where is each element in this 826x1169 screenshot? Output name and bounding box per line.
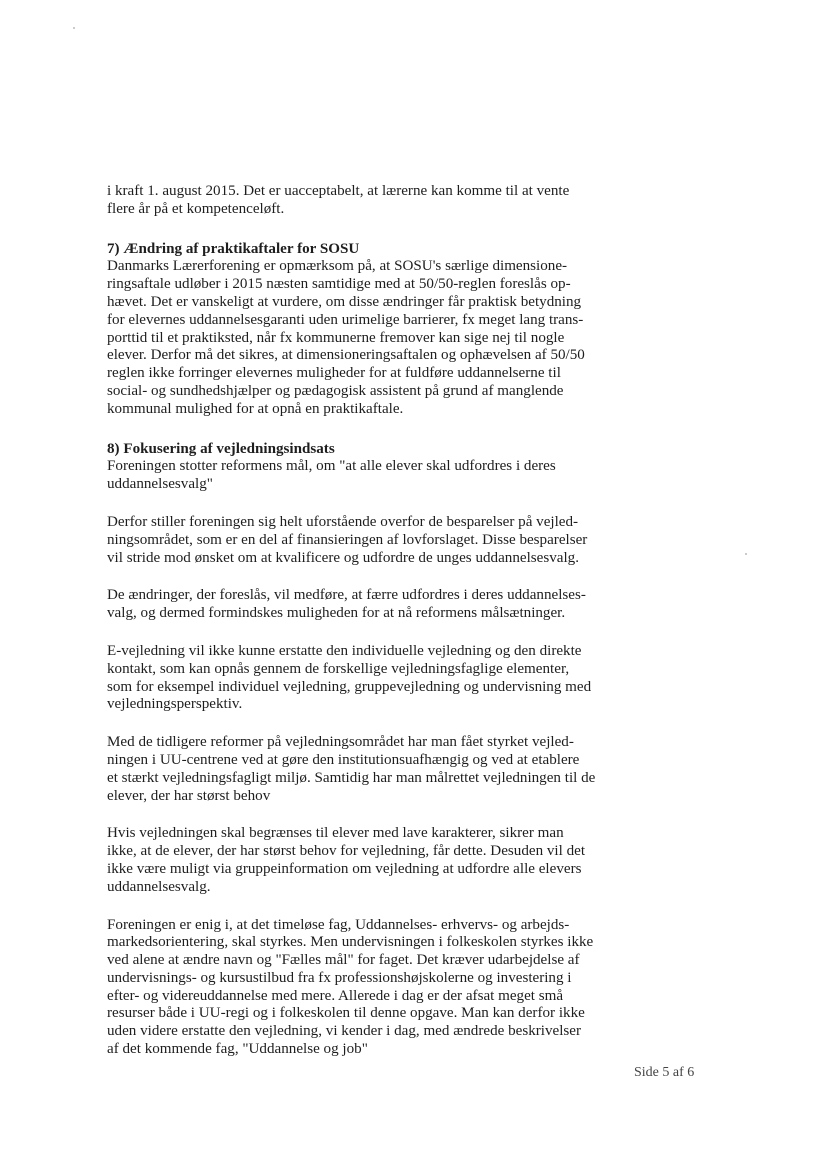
intro-paragraph (107, 183, 607, 219)
text-line: elever. Derfor må det sikres, at dimensioneringsaftalen og ophævelsen af 50/50 (107, 347, 585, 364)
text-line: efter- og videreuddannelse med mere. Allerede i dag er der afsat meget små (107, 987, 564, 1004)
text-line: ningen i UU-centrene ved at gøre den institutionsuafhængig og ved at etablere (107, 751, 580, 768)
scan-speck (73, 27, 75, 29)
text-line: valg, og dermed formindskes muligheden for at nå reformens målsætninger. (107, 605, 566, 622)
section-7-heading: 7) Ændring af praktikaftaler for SOSU (107, 240, 360, 257)
text-line: uden videre erstatte den vejledning, vi kender i dag, med ændrede beskrivelser (107, 1023, 582, 1040)
text-line: Hvis vejledningen skal begrænses til elever med lave karakterer, sikrer man (107, 825, 564, 842)
section-8-paragraph (107, 825, 607, 896)
section-8-paragraph (107, 734, 607, 805)
text-line: De ændringer, der foreslås, vil medføre, at færre udfordres i deres uddannelses- (107, 587, 586, 604)
scan-speck (745, 553, 747, 555)
text-line: Med de tidligere reformer på vejledningsområdet har man fået styrket vejled- (107, 734, 574, 751)
section-8-heading: 8) Fokusering af vejledningsindsats (107, 440, 335, 457)
section-8-paragraph (107, 458, 607, 494)
document-body (107, 183, 607, 1059)
text-line: reglen ikke forringer elevernes muligheder for at fuldføre uddannelserne til (107, 365, 561, 382)
section-8-paragraph (107, 917, 607, 1059)
text-line: porttid til et praktiksted, når fx kommunerne fremover kan sige nej til nogle (107, 329, 565, 346)
text-line: vejledningsperspektiv. (107, 696, 243, 713)
text-line: ved alene at ændre navn og "Fælles mål" for faget. Det kræver udarbejdelse af (107, 952, 580, 969)
text-line: uddannelsesvalg. (107, 878, 211, 895)
section-8-body (107, 458, 607, 1059)
text-line: Foreningen stotter reformens mål, om "at alle elever skal udfordres i deres (107, 458, 556, 475)
text-line: uddannelsesvalg" (107, 476, 213, 493)
section-8-paragraph (107, 643, 607, 714)
section-8-paragraph (107, 514, 607, 567)
text-line: Foreningen er enig i, at det timeløse fag, Uddannelses- erhvervs- og arbejds- (107, 916, 570, 933)
text-line: af det kommende fag, "Uddannelse og job" (107, 1041, 368, 1058)
text-line: social- og sundhedshjælper og pædagogisk assistent på grund af manglende (107, 382, 564, 399)
text-line: elever, der har størst behov (107, 787, 271, 804)
text-line: et stærkt vejledningsfagligt miljø. Samtidig har man målrettet vejledningen til de (107, 769, 596, 786)
text-line: ikke være muligt via gruppeinformation om vejledning at udfordre alle elevers (107, 860, 582, 877)
page-number: Side 5 af 6 (634, 1065, 695, 1080)
text-line: flere år på et kompetenceløft. (107, 200, 285, 217)
section-7-paragraph (107, 258, 607, 418)
text-line: Derfor stiller foreningen sig helt uforstående overfor de besparelser på vejled- (107, 513, 579, 530)
text-line: E-vejledning vil ikke kunne erstatte den individuelle vejledning og den direkte (107, 642, 582, 659)
text-line: undervisnings- og kursustilbud fra fx professionshøjskolerne og investering i (107, 969, 572, 986)
text-line: hævet. Det er vanskeligt at vurdere, om disse ændringer får praktisk betydning (107, 293, 582, 310)
text-line: resurser både i UU-regi og i folkeskolen til denne opgave. Man kan derfor ikke (107, 1005, 585, 1022)
text-line: ikke, at de elever, der har størst behov for vejledning, får dette. Desuden vil det (107, 843, 586, 860)
text-line: Danmarks Lærerforening er opmærksom på, at SOSU's særlige dimensione- (107, 258, 568, 275)
text-line: kommunal mulighed for at opnå en praktikaftale. (107, 400, 404, 417)
section-8-paragraph (107, 587, 607, 623)
text-line: i kraft 1. august 2015. Det er uacceptabelt, at lærerne kan komme til at vente (107, 183, 570, 199)
text-line: ringsaftale udløber i 2015 næsten samtidige med at 50/50-reglen foreslås op- (107, 276, 571, 293)
text-line: markedsorientering, skal styrkes. Men undervisningen i folkeskolen styrkes ikke (107, 934, 594, 951)
text-line: ningsområdet, som er en del af finansieringen af lovforslaget. Disse besparelser (107, 531, 588, 548)
text-line: for elevernes uddannelsesgaranti uden urimelige barrierer, fx meget lang trans- (107, 311, 584, 328)
text-line: vil stride mod ønsket om at kvalificere og udfordre de unges uddannelsesvalg. (107, 549, 579, 566)
text-line: kontakt, som kan opnås gennem de forskellige vejledningsfaglige elementer, (107, 660, 570, 677)
text-line: som for eksempel individuel vejledning, gruppevejledning og undervisning med (107, 678, 592, 695)
